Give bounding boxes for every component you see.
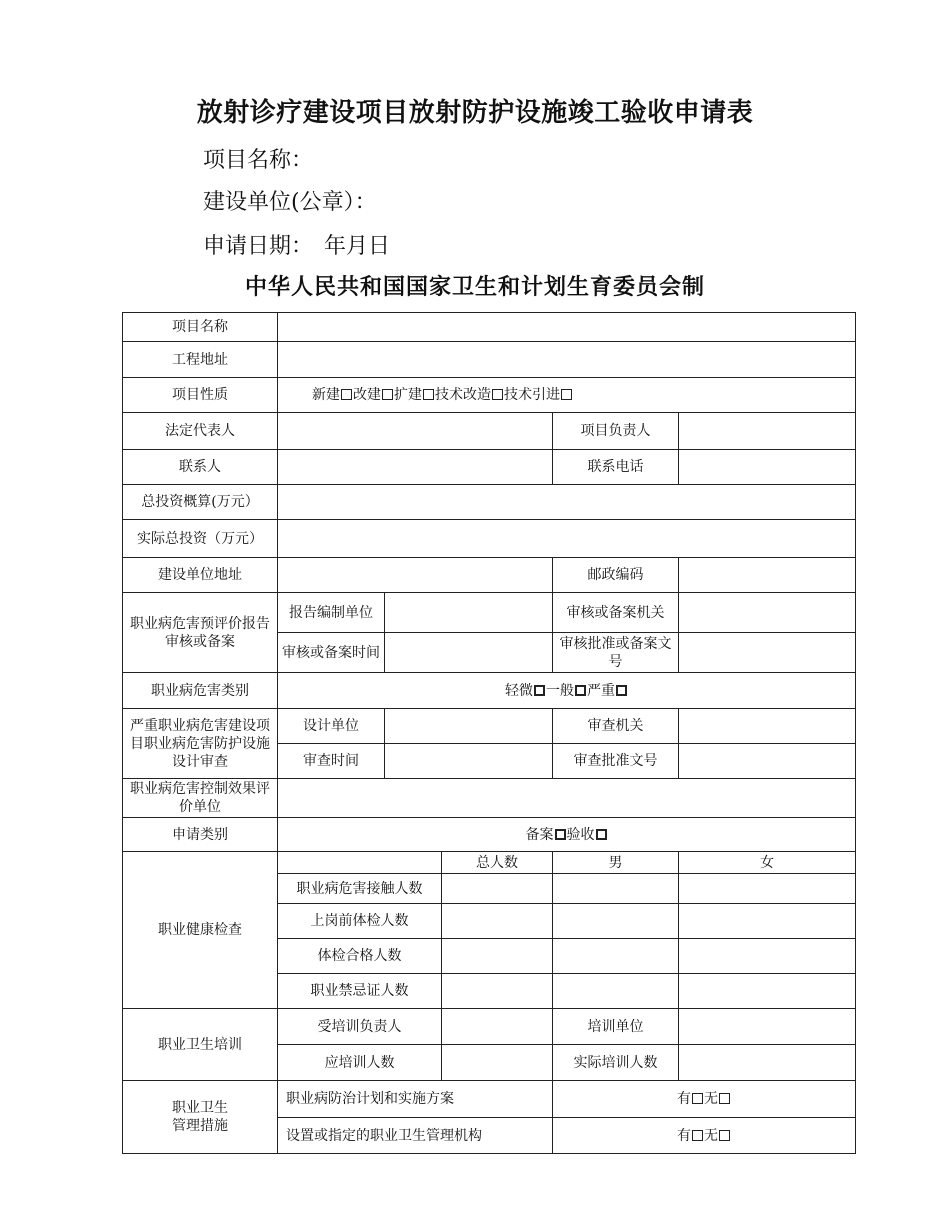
label-actual-invest: 实际总投资（万元） bbox=[123, 520, 278, 558]
value-exam-no[interactable] bbox=[679, 744, 856, 779]
label-design-unit: 设计单位 bbox=[278, 709, 385, 744]
apply-options: 备案 验收 bbox=[278, 818, 856, 852]
document-title: 放射诊疗建设项目放射防护设施竣工验收申请表 bbox=[196, 98, 754, 128]
value-total-budget[interactable] bbox=[278, 485, 856, 520]
value-phone[interactable] bbox=[679, 450, 856, 485]
mgmt-row-label: 职业病防治计划和实施方案 bbox=[278, 1081, 553, 1118]
label-hazard-class: 职业病危害类别 bbox=[123, 673, 278, 709]
label-pre-eval: 职业病危害预评价报告审核或备案 bbox=[123, 593, 278, 673]
hc-header-blank bbox=[278, 852, 442, 874]
label-total-budget: 总投资概算(万元） bbox=[123, 485, 278, 520]
label-mgmt: 职业卫生 管理措施 bbox=[123, 1081, 278, 1154]
checkbox-yes[interactable] bbox=[692, 1093, 703, 1104]
value-training-unit[interactable] bbox=[679, 1009, 856, 1045]
label-training-unit: 培训单位 bbox=[553, 1009, 679, 1045]
value-trainee-leader[interactable] bbox=[442, 1009, 553, 1045]
hc-cell[interactable] bbox=[553, 939, 679, 974]
value-should-train[interactable] bbox=[442, 1045, 553, 1081]
mgmt-row-label: 设置或指定的职业卫生管理机构 bbox=[278, 1118, 553, 1154]
value-actual-train[interactable] bbox=[679, 1045, 856, 1081]
value-exam-time[interactable] bbox=[385, 744, 553, 779]
option-new: 新建 bbox=[312, 387, 353, 403]
nature-options bbox=[278, 378, 856, 413]
mgmt-yes-no: 有 无 bbox=[553, 1081, 856, 1118]
value-legal-rep[interactable] bbox=[278, 413, 553, 450]
label-exam-no: 审查批准文号 bbox=[553, 744, 679, 779]
hc-cell[interactable] bbox=[442, 974, 553, 1009]
value-project-leader[interactable] bbox=[679, 413, 856, 450]
hc-cell[interactable] bbox=[442, 874, 553, 904]
label-should-train: 应培训人数 bbox=[278, 1045, 442, 1081]
value-design-unit[interactable] bbox=[385, 709, 553, 744]
mgmt-yes-no: 有 无 bbox=[553, 1118, 856, 1154]
checkbox-tech-intro[interactable] bbox=[561, 389, 572, 400]
label-review-time: 审核或备案时间 bbox=[278, 633, 385, 673]
hc-col-male: 男 bbox=[553, 852, 679, 874]
label-legal-rep: 法定代表人 bbox=[123, 413, 278, 450]
label-actual-train: 实际培训人数 bbox=[553, 1045, 679, 1081]
issuer-line: 中华人民共和国国家卫生和计划生育委员会制 bbox=[244, 274, 705, 300]
hc-cell[interactable] bbox=[442, 939, 553, 974]
application-date-field: 申请日期： 年月日 bbox=[203, 234, 391, 259]
hc-row-label: 上岗前体检人数 bbox=[278, 904, 442, 939]
checkbox-new[interactable] bbox=[341, 389, 352, 400]
hc-cell[interactable] bbox=[553, 974, 679, 1009]
value-contact[interactable] bbox=[278, 450, 553, 485]
label-report-unit: 报告编制单位 bbox=[278, 593, 385, 633]
value-project-name[interactable] bbox=[278, 313, 856, 342]
value-review-org[interactable] bbox=[679, 593, 856, 633]
application-form-table bbox=[122, 312, 856, 1154]
checkbox-yes[interactable] bbox=[692, 1130, 703, 1141]
hc-cell[interactable] bbox=[553, 904, 679, 939]
option-tech-reform: 技术改造 bbox=[435, 387, 504, 403]
value-review-time[interactable] bbox=[385, 633, 553, 673]
label-postcode: 邮政编码 bbox=[553, 558, 679, 593]
value-postcode[interactable] bbox=[679, 558, 856, 593]
label-control-eval: 职业病危害控制效果评价单位 bbox=[123, 779, 278, 818]
hc-row-label: 职业病危害接触人数 bbox=[278, 874, 442, 904]
checkbox-tech-reform[interactable] bbox=[492, 389, 503, 400]
label-health-check: 职业健康检查 bbox=[123, 852, 278, 1009]
checkbox-no[interactable] bbox=[719, 1130, 730, 1141]
label-review-org: 审核或备案机关 bbox=[553, 593, 679, 633]
label-serious-design: 严重职业病危害建设项目职业病危害防护设施设计审查 bbox=[123, 709, 278, 779]
checkbox-general[interactable] bbox=[575, 685, 586, 696]
value-address[interactable] bbox=[278, 342, 856, 378]
label-address: 工程地址 bbox=[123, 342, 278, 378]
value-approval-no[interactable] bbox=[679, 633, 856, 673]
construction-unit-field: 建设单位(公章）： bbox=[203, 190, 377, 215]
label-trainee-leader: 受培训负责人 bbox=[278, 1009, 442, 1045]
hc-row-label: 职业禁忌证人数 bbox=[278, 974, 442, 1009]
value-unit-address[interactable] bbox=[278, 558, 553, 593]
hc-col-female: 女 bbox=[679, 852, 856, 874]
label-contact: 联系人 bbox=[123, 450, 278, 485]
option-expand: 扩建 bbox=[394, 387, 435, 403]
label-training: 职业卫生培训 bbox=[123, 1009, 278, 1081]
checkbox-rebuild[interactable] bbox=[382, 389, 393, 400]
label-project-name: 项目名称 bbox=[123, 313, 278, 342]
hc-col-total: 总人数 bbox=[442, 852, 553, 874]
value-actual-invest[interactable] bbox=[278, 520, 856, 558]
hc-cell[interactable] bbox=[679, 904, 856, 939]
label-unit-address: 建设单位地址 bbox=[123, 558, 278, 593]
hc-cell[interactable] bbox=[679, 974, 856, 1009]
hazard-options: 轻微 一般 严重 bbox=[278, 673, 856, 709]
hc-cell[interactable] bbox=[442, 904, 553, 939]
checkbox-serious[interactable] bbox=[616, 685, 627, 696]
checkbox-minor[interactable] bbox=[534, 685, 545, 696]
checkbox-expand[interactable] bbox=[423, 389, 434, 400]
value-report-unit[interactable] bbox=[385, 593, 553, 633]
checkbox-no[interactable] bbox=[719, 1093, 730, 1104]
project-name-field: 项目名称： bbox=[203, 148, 314, 173]
label-nature: 项目性质 bbox=[123, 378, 278, 413]
value-exam-org[interactable] bbox=[679, 709, 856, 744]
label-approval-no: 审核批准或备案文号 bbox=[553, 633, 679, 673]
value-control-eval[interactable] bbox=[278, 779, 856, 818]
checkbox-acceptance[interactable] bbox=[596, 829, 607, 840]
hc-cell[interactable] bbox=[553, 874, 679, 904]
option-rebuild: 改建 bbox=[353, 387, 394, 403]
label-exam-time: 审查时间 bbox=[278, 744, 385, 779]
label-project-leader: 项目负责人 bbox=[553, 413, 679, 450]
label-exam-org: 审查机关 bbox=[553, 709, 679, 744]
option-tech-intro: 技术引进 bbox=[504, 387, 573, 403]
checkbox-filing[interactable] bbox=[555, 829, 566, 840]
label-apply-type: 申请类别 bbox=[123, 818, 278, 852]
hc-row-label: 体检合格人数 bbox=[278, 939, 442, 974]
label-phone: 联系电话 bbox=[553, 450, 679, 485]
hc-cell[interactable] bbox=[679, 874, 856, 904]
hc-cell[interactable] bbox=[679, 939, 856, 974]
